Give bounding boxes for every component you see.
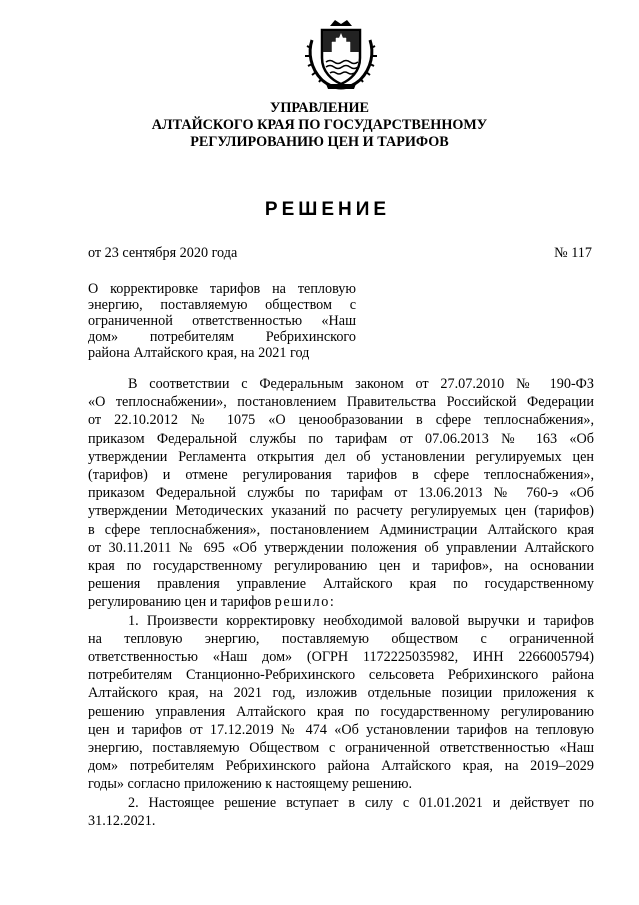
body-line: края по государственному регулированию цен и тарифов», на основании [88,558,594,575]
body-line: приказом Федеральной службы по тарифам от 07.06.2013 № 163 «Об [88,430,594,447]
body-line: на тепловую энергию, поставляемую обществом с ограниченной [88,630,594,647]
body-line: 31.12.2021. [88,812,156,829]
body-line: от 22.10.2012 № 1075 «О ценообразовании в сфере теплоснабжения», [88,412,594,429]
body-line: дом» потребителям Ребрихинского района Алтайского края, на 2019–2029 [88,758,594,775]
subject-line: дом» потребителям Ребрихинского [88,329,356,345]
subject-line: энергию, поставляемую обществом с [88,297,356,313]
body-line: 2. Настоящее решение вступает в силу с 01.01.2021 и действует по [128,794,594,811]
subject-line: района Алтайского края, на 2021 год [88,345,310,361]
body-line: утверждении Регламента открытия дел об установлении регулируемых цен [88,448,594,465]
body-line: 1. Произвести корректировку необходимой валовой выручки и тарифов [128,612,594,629]
body-text: : [329,594,334,611]
coat-of-arms-icon [302,18,380,92]
body-line: ответственностью «Наш дом» (ОГРН 1172225035982, ИНН 2266005794) [88,649,594,666]
org-line-3: РЕГУЛИРОВАНИЮ ЦЕН И ТАРИФОВ [190,134,449,150]
body-line: В соответствии с Федеральным законом от 27.07.2010 № 190-ФЗ [128,376,594,392]
document-body [88,375,594,830]
body-line: решения правления управление Алтайского края по государственному [88,576,594,593]
body-line: годы» согласно приложению к настоящему решению. [88,776,413,793]
subject-line: О корректировке тарифов на тепловую [88,281,356,297]
org-line-2: АЛТАЙСКОГО КРАЯ ПО ГОСУДАРСТВЕННОМУ [151,117,488,133]
body-line: потребителям Станционно-Ребрихинского сельсовета Ребрихинского района [88,667,594,684]
organization-name [0,100,639,151]
body-line: от 30.11.2011 № 695 «Об утверждении положения об управлении Алтайского [88,539,594,556]
body-line: решению управления Алтайского края по государственному регулированию [88,703,594,720]
org-line-1: УПРАВЛЕНИЕ [269,100,370,116]
body-line: приказом Федеральной службы по тарифам от 13.06.2013 № 760-э «Об [88,485,594,502]
body-line: (тарифов) и отмене регулирования тарифов в сфере теплоснабжения», [88,467,594,484]
document-subject [88,281,356,361]
document-title: РЕШЕНИЕ [264,199,391,220]
decision-word: решило [274,594,330,611]
body-line: утверждении Методических указаний по расчету регулируемых цен (тарифов) [88,503,594,520]
document-date: от 23 сентября 2020 года [88,245,238,261]
document-number: № 117 [554,245,592,261]
body-line: в сфере теплоснабжения», постановлением Администрации Алтайского края [88,521,594,538]
body-line: Алтайского края, на 2021 год, изложив отдельные позиции приложения к [88,685,594,702]
body-line: энергию, поставляемую Обществом с ограниченной ответственностью «Наш [88,740,594,757]
body-line: «О теплоснабжении», постановлением Правительства Российской Федерации [88,394,594,411]
body-text: регулированию цен и тарифов [88,594,275,611]
body-line [88,593,594,611]
subject-line: ограниченной ответственностью «Наш [88,313,356,329]
body-line: цен и тарифов от 17.12.2019 № 474 «Об установлении тарифов на тепловую [88,721,594,738]
